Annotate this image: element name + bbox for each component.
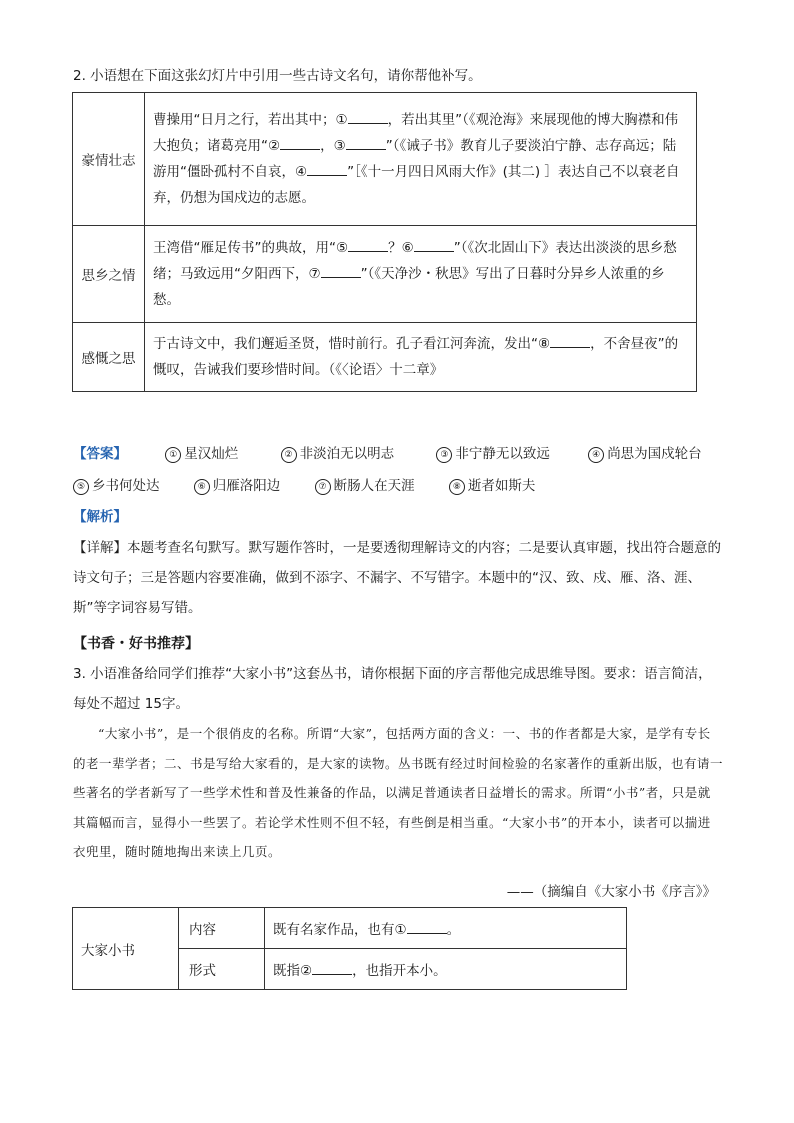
answer-text: 断肠人在天涯 (333, 478, 415, 494)
answer-tag: 【答案】 (73, 446, 127, 462)
answer-text: 乡书何处达 (92, 478, 160, 494)
mindmap-table (72, 907, 627, 990)
excerpt-source: ——（摘编自《大家小书《序言》》 (506, 884, 716, 900)
preface-excerpt: “大家小书”，是一个很俏皮的名称。所谓“大家”，包括两方面的含义：一、书的作者都是大家，是学有专长的老一辈学者；二、书是写给大家看的，是大家的读物。丛书既有经过时间检验的名家著作的重新出版，也有请一些著名的学者新写了一些学术性和普及性兼备的作品，以满足普通读者日益增长的需求。所谓“小书”者，只是就其篇幅而言，显得小一些罢了。若论学术性则不但不轻，有些倒是相当重。“大家小书”的开本小，读者可以揣进衣兜里，随时随地掏出来读上几页。 (73, 726, 724, 859)
answer-item (194, 476, 281, 496)
question-3-title: 3. 小语准备给同学们推荐“大家小书”这套丛书，请你根据下面的序言帮他完成思维导图。要求：语言简洁，每处不超过 15字。 (73, 666, 712, 712)
mindmap-key-form: 形式 (179, 949, 265, 990)
blank-q3-2[interactable] (312, 960, 352, 975)
segment: ，也指开本小。 (352, 963, 447, 979)
answer-num: ⑤ (73, 479, 89, 495)
segment: ？⑥ (388, 240, 414, 256)
segment: 王湾借“雁足传书”的典故，用“⑤ (153, 240, 349, 256)
mindmap-value-content (265, 908, 627, 949)
mindmap-value-form (265, 949, 627, 990)
poetry-slide-table (72, 92, 697, 392)
answer-text: 归雁洛阳边 (212, 478, 281, 494)
blank-7[interactable] (321, 263, 361, 278)
analysis-label: 【解析】 (73, 509, 127, 525)
answer-text: 非宁静无以致远 (455, 446, 550, 462)
row-content-homesick (145, 226, 697, 323)
row-label-ambition: 豪情壮志 (73, 93, 145, 226)
row-label-homesick: 思乡之情 (73, 226, 145, 323)
mindmap-root: 大家小书 (73, 908, 179, 990)
segment: 既有名家作品，也有① (273, 922, 407, 938)
analysis-tag (73, 507, 127, 527)
blank-4[interactable] (307, 161, 347, 176)
segment: ”（《次北固山下》表达出淡淡的思乡愁绪；马致远用“夕阳西下，⑦ (153, 240, 677, 282)
blank-3[interactable] (346, 135, 386, 150)
segment: ”（《诫子书》教育儿子要淡泊宁静、志存高远；陆游用“僵卧孤村不自哀，④ (153, 138, 677, 180)
answer-text: 逝者如斯夫 (467, 478, 536, 494)
row-content-ambition (145, 93, 697, 226)
answer-num: ④ (588, 447, 604, 463)
answer-text: 非淡泊无以明志 (299, 446, 395, 462)
analysis-detail: 【详解】本题考查名句默写。默写题作答时，一是要透彻理解诗文的内容；二是要认真审题，找出符合题意的诗文句子；三是答题内容要准确，做到不添字、不漏字、不写错字。本题中的“汉、致、戍、雁、洛、涯、斯”等字词容易写错。 (73, 540, 721, 616)
question-2-title: 2. 小语想在下面这张幻灯片中引用一些古诗文名句，请你帮他补写。 (73, 68, 482, 84)
answers-line-1 (73, 444, 702, 464)
answer-item (436, 444, 550, 464)
segment: 曹操用“日月之行，若出其中；① (153, 112, 348, 128)
answer-text: 尚思为国戍轮台 (607, 446, 702, 462)
blank-2[interactable] (280, 135, 320, 150)
answers-line-2 (73, 476, 535, 496)
answer-num: ⑥ (194, 479, 210, 495)
table-row (73, 908, 627, 949)
blank-5[interactable] (348, 237, 388, 252)
blank-8[interactable] (550, 333, 590, 348)
segment: ，③ (320, 138, 346, 154)
segment: ，不舍昼夜”的慨叹，告诫我们要珍惜时间。（《〈论语〉十二章》 (153, 336, 679, 378)
section-title: 【书香・好书推荐】 (73, 636, 199, 652)
row-label-reflection: 感慨之思 (73, 323, 145, 392)
answer-num: ② (281, 447, 297, 463)
segment: ”（《天净沙・秋思》写出了日暮时分异乡人浓重的乡愁。 (153, 266, 665, 308)
answer-item (315, 476, 415, 496)
answer-item (73, 476, 160, 496)
answer-item (588, 444, 702, 464)
segment: 于古诗文中，我们邂逅圣贤，惜时前行。孔子看江河奔流，发出“⑧ (153, 336, 551, 352)
segment: ”［《十一月四日风雨大作》(其二) ］表达自己不以衰老自弃，仍想为国戍边的志愿。 (153, 164, 680, 206)
table-row (73, 323, 697, 392)
answer-item (281, 444, 395, 464)
answer-text: 星汉灿烂 (184, 446, 239, 462)
blank-6[interactable] (414, 237, 454, 252)
segment: ，若出其里”（《观沧海》来展现他的博大胸襟和伟大抱负；诸葛亮用“② (153, 112, 679, 154)
segment: 。 (446, 922, 461, 938)
blank-q3-1[interactable] (407, 919, 447, 934)
answer-item (449, 476, 536, 496)
table-row (73, 93, 697, 226)
answer-num: ⑧ (449, 479, 465, 495)
answer-num: ③ (436, 447, 452, 463)
blank-1[interactable] (348, 109, 388, 124)
answer-item (165, 444, 238, 464)
table-row (73, 226, 697, 323)
mindmap-key-content: 内容 (179, 908, 265, 949)
answer-num: ① (165, 447, 181, 463)
row-content-reflection (145, 323, 697, 392)
segment: 既指② (273, 963, 313, 979)
answer-num: ⑦ (315, 479, 331, 495)
